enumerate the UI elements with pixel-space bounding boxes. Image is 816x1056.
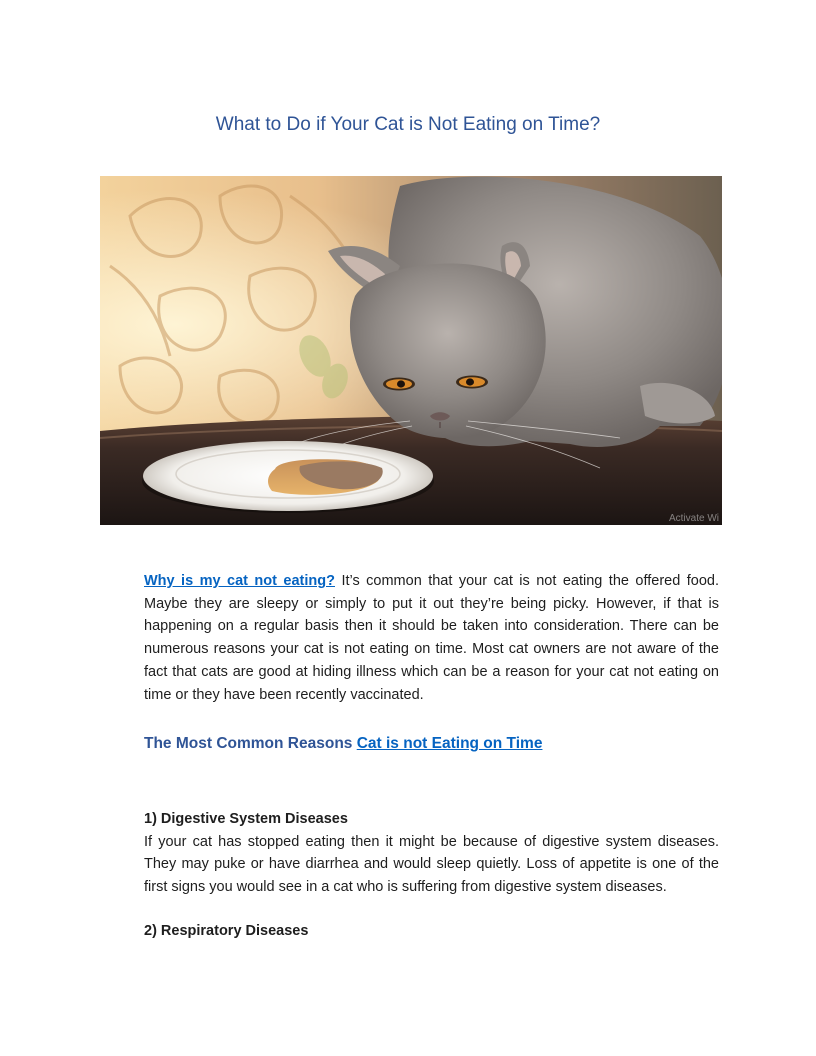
section-body: If your cat has stopped eating then it might be because of digestive system diseases. They may puke or have diarrhea and would sleep quietly. Loss of appetite is one of the first signs you would see in a cat who is suffering from digestive system diseases. [144, 833, 719, 896]
section-digestive [144, 808, 719, 899]
cat-not-eating-link[interactable]: Cat is not Eating on Time [356, 735, 543, 752]
image-watermark: Activate Wi [668, 513, 719, 524]
section-title: 1) Digestive System Diseases [144, 811, 348, 827]
section-heading-prefix: The Most Common Reasons [144, 735, 357, 752]
why-not-eating-link[interactable]: Why is my cat not eating? [144, 573, 335, 589]
document-title: What to Do if Your Cat is Not Eating on Time? [215, 114, 601, 135]
cat-photo-illustration [100, 176, 722, 525]
section-heading [144, 733, 719, 755]
cat-photo [100, 176, 722, 525]
intro-text: It’s common that your cat is not eating the offered food. Maybe they are sleepy or simply to put it out they’re being picky. However, if that is happening on a regular basis then it should be taken into consideration. There can be numerous reasons your cat is not eating on time. Most cat owners are not aware of the fact that cats are good at hiding illness which can be a reason for your cat not eating on time or they have been recently vaccinated. [144, 573, 719, 703]
section-title: 2) Respiratory Diseases [144, 923, 309, 939]
intro-paragraph [144, 570, 719, 706]
section-respiratory [144, 920, 719, 943]
